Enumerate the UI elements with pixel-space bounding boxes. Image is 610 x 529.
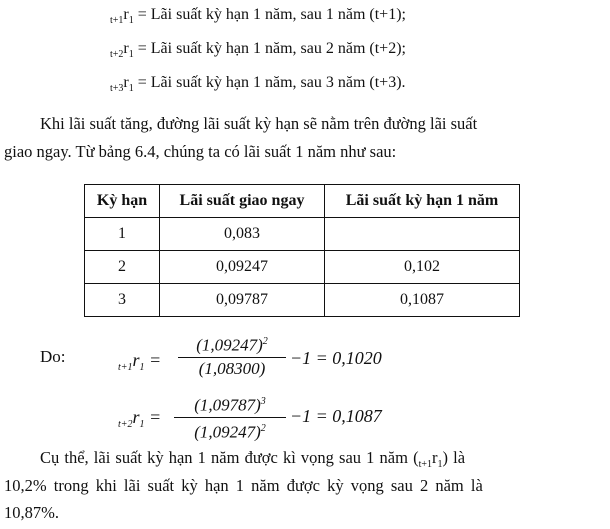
definition-text: = Lãi suất kỳ hạn 1 năm, sau 1 năm (t+1);: [133, 6, 406, 23]
definition-text: = Lãi suất kỳ hạn 1 năm, sau 3 năm (t+3).: [133, 74, 406, 91]
conclusion-prefix: t+1: [418, 459, 432, 470]
cell-forward-rate: [325, 218, 520, 251]
cell-forward-rate: 0,102: [325, 251, 520, 284]
numerator-exponent: 3: [260, 396, 266, 407]
definition-prefix: t+1: [110, 15, 124, 26]
definition-index: 1: [128, 15, 134, 26]
formula-symbol: r: [132, 407, 140, 427]
formula-prefix: t+2: [118, 419, 133, 430]
formula-2-fraction: [174, 392, 286, 442]
conclusion-line-3: 10,87%.: [4, 503, 59, 522]
table-row: [85, 251, 520, 284]
header-forward-rate: Lãi suất kỳ hạn 1 năm: [325, 185, 520, 218]
table-row: [85, 284, 520, 317]
formula-2-lhs: $_{t+2}r_1$ =: [118, 407, 162, 430]
formula-1-rhs: −1 = 0,1020: [290, 348, 382, 368]
fraction-bar: [174, 417, 286, 418]
formula-1-fraction: [178, 332, 286, 379]
formula-numerator: $(1,09247)^2$: [196, 335, 268, 355]
interest-rate-table: [84, 184, 520, 317]
cell-term: 2: [85, 251, 160, 284]
table-row: [85, 218, 520, 251]
definition-index: 1: [128, 49, 134, 60]
cell-spot-rate: 0,09247: [160, 251, 325, 284]
definition-line-2: [110, 40, 406, 58]
conclusion-index: 1: [437, 459, 443, 470]
definition-prefix: t+3: [110, 83, 124, 94]
numerator-exponent: 2: [262, 336, 268, 347]
definition-index: 1: [128, 83, 134, 94]
definition-prefix: t+2: [110, 49, 124, 60]
formula-denominator: $(1,09247)^2$: [194, 422, 266, 442]
formula-index: 1: [139, 419, 145, 430]
definition-symbol: r: [123, 40, 129, 57]
definition-text: = Lãi suất kỳ hạn 1 năm, sau 2 năm (t+2);: [133, 40, 406, 57]
intro-line-2: giao ngay. Từ bảng 6.4, chúng ta có lãi suất 1 năm như sau:: [4, 142, 397, 161]
conclusion-symbol: r: [432, 448, 438, 467]
formula-prefix: t+1: [118, 362, 133, 373]
intro-line-1: Khi lãi suất tăng, đường lãi suất kỳ hạn sẽ nằm trên đường lãi suất: [40, 114, 478, 133]
definition-line-3: [110, 74, 406, 92]
conclusion-line-2: 10,2% trong khi lãi suất kỳ hạn 1 năm được kỳ vọng sau 2 năm là: [4, 476, 483, 495]
table-header-row: [85, 185, 520, 218]
cell-spot-rate: 0,09787: [160, 284, 325, 317]
formula-2-rhs: −1 = 0,1087: [290, 406, 382, 426]
formula-symbol: r: [132, 350, 140, 370]
cell-spot-rate: 0,083: [160, 218, 325, 251]
definition-symbol: r: [123, 6, 129, 23]
conclusion-line-1: Cụ thể, lãi suất kỳ hạn 1 năm được kì vọng sau 1 năm $(_{t+1}r_1)$ là: [40, 448, 466, 470]
cell-term: 1: [85, 218, 160, 251]
formula-index: 1: [139, 362, 145, 373]
formula-denominator: (1,08300): [198, 358, 266, 378]
header-spot-rate: Lãi suất giao ngay: [160, 185, 325, 218]
formula-1-lhs: $_{t+1}r_1$ =: [118, 350, 162, 373]
definition-symbol: r: [123, 74, 129, 91]
do-label: Do:: [40, 347, 66, 366]
header-term: Kỳ hạn: [85, 185, 160, 218]
formula-numerator: $(1,09787)^3$: [194, 395, 266, 415]
cell-forward-rate: 0,1087: [325, 284, 520, 317]
definition-line-1: [110, 6, 406, 24]
cell-term: 3: [85, 284, 160, 317]
fraction-bar: [178, 357, 286, 358]
denominator-exponent: 2: [260, 422, 266, 434]
